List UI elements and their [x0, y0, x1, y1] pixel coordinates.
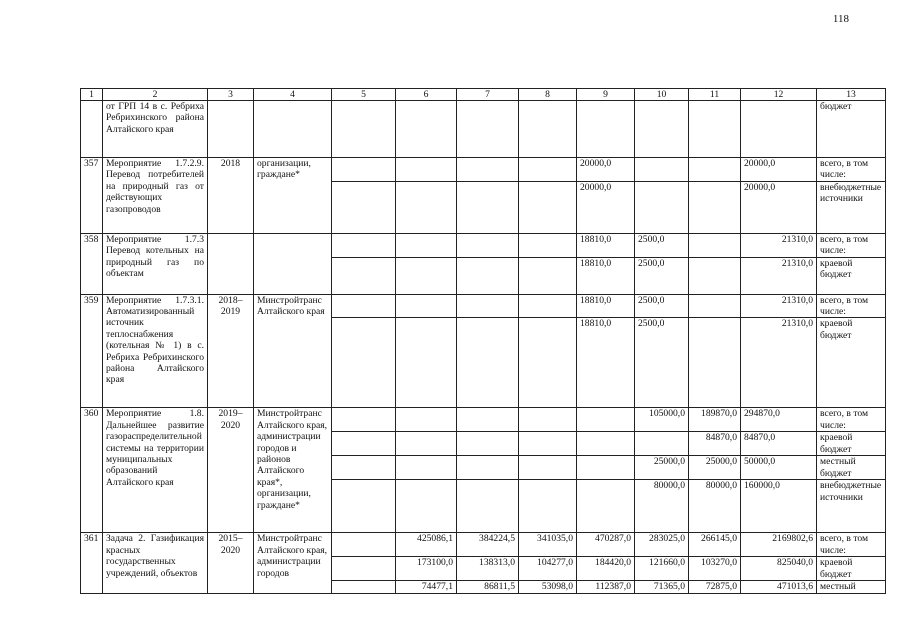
funding-source: краевой бюджет: [817, 557, 886, 581]
value-cell: 425086,1: [396, 533, 457, 557]
column-header: 4: [254, 89, 332, 101]
value-cell: 18810,0: [577, 233, 635, 257]
total-cell: 21310,0: [741, 233, 817, 257]
funding-source: всего, в том числе:: [817, 408, 886, 432]
value-cell: 104277,0: [519, 557, 577, 581]
column-header: 1: [81, 89, 103, 101]
value-cell: 121660,0: [635, 557, 689, 581]
value-cell: 2500,0: [635, 294, 689, 318]
column-header: 3: [208, 89, 254, 101]
table-row: [81, 101, 886, 158]
column-header: 12: [741, 89, 817, 101]
total-cell: 825040,0: [741, 557, 817, 581]
total-cell: 2169802,6: [741, 533, 817, 557]
value-cell: 74477,1: [396, 581, 457, 593]
value-cell: 112387,0: [577, 581, 635, 593]
table-row: [81, 294, 886, 318]
value-cell: 341035,0: [519, 533, 577, 557]
table-row: [81, 408, 886, 432]
row-number: 360: [81, 408, 103, 533]
funding-source: бюджет: [817, 101, 886, 158]
period: 2018–2019: [208, 294, 254, 408]
value-cell: 173100,0: [396, 557, 457, 581]
total-cell: 50000,0: [741, 456, 817, 480]
value-cell: 283025,0: [635, 533, 689, 557]
executor: Минстройтранс Алтайского края, администрации городов: [254, 533, 332, 593]
value-cell: 2500,0: [635, 257, 689, 294]
total-cell: 471013,6: [741, 581, 817, 593]
value-cell: 86811,5: [457, 581, 519, 593]
period: 2019–2020: [208, 408, 254, 533]
value-cell: 25000,0: [689, 456, 741, 480]
activity-name: Мероприятие 1.7.3.1. Автоматизированный источник теплоснабжения (котельная № 1) в с. Ребриха Ребрихинского района Алтайского края: [103, 294, 208, 408]
column-header: 6: [396, 89, 457, 101]
funding-source: краевой бюджет: [817, 432, 886, 456]
value-cell: 189870,0: [689, 408, 741, 432]
column-header-row: [81, 89, 886, 101]
budget-table: [80, 88, 886, 594]
value-cell: 20000,0: [577, 181, 635, 233]
column-header: 9: [577, 89, 635, 101]
value-cell: 138313,0: [457, 557, 519, 581]
total-cell: 294870,0: [741, 408, 817, 432]
executor: Минстройтранс Алтайского края: [254, 294, 332, 408]
activity-name: от ГРП 14 в с. Ребриха Ребрихинского района Алтайского края: [103, 101, 208, 158]
value-cell: 80000,0: [635, 480, 689, 533]
value-cell: 80000,0: [689, 480, 741, 533]
period: 2015–2020: [208, 533, 254, 593]
total-cell: 84870,0: [741, 432, 817, 456]
funding-source: всего, в том числе:: [817, 158, 886, 182]
value-cell: 18810,0: [577, 257, 635, 294]
value-cell: 2500,0: [635, 233, 689, 257]
value-cell: 103270,0: [689, 557, 741, 581]
value-cell: 184420,0: [577, 557, 635, 581]
funding-source: всего, в том числе:: [817, 294, 886, 318]
value-cell: 84870,0: [689, 432, 741, 456]
total-cell: 21310,0: [741, 318, 817, 408]
column-header: 11: [689, 89, 741, 101]
value-cell: 18810,0: [577, 318, 635, 408]
value-cell: 53098,0: [519, 581, 577, 593]
column-header: 5: [332, 89, 396, 101]
executor: Минстройтранс Алтайского края, администрации городов и районов Алтайского края*, организации, граждане*: [254, 408, 332, 533]
activity-name: Мероприятие 1.7.2.9. Перевод потребителей на природный газ от действующих газопроводов: [103, 158, 208, 234]
total-cell: 21310,0: [741, 257, 817, 294]
funding-source: всего, в том числе:: [817, 533, 886, 557]
activity-name: Мероприятие 1.8. Дальнейшее развитие газораспределительной системы на территории муниципальных образований Алтайского края: [103, 408, 208, 533]
funding-source: местный бюджет: [817, 456, 886, 480]
period: 2018: [208, 158, 254, 234]
column-header: 10: [635, 89, 689, 101]
funding-source: внебюджетные источники: [817, 480, 886, 533]
value-cell: 266145,0: [689, 533, 741, 557]
value-cell: 72875,0: [689, 581, 741, 593]
value-cell: 2500,0: [635, 318, 689, 408]
value-cell: 25000,0: [635, 456, 689, 480]
funding-source: краевой бюджет: [817, 318, 886, 408]
funding-source: внебюджетные источники: [817, 181, 886, 233]
value-cell: 384224,5: [457, 533, 519, 557]
column-header: 7: [457, 89, 519, 101]
funding-source: краевой бюджет: [817, 257, 886, 294]
value-cell: 20000,0: [577, 158, 635, 182]
funding-source: местный: [817, 581, 886, 593]
row-number: 359: [81, 294, 103, 408]
table-row: [81, 233, 886, 257]
value-cell: 18810,0: [577, 294, 635, 318]
total-cell: 160000,0: [741, 480, 817, 533]
table-row: [81, 158, 886, 182]
row-number: 358: [81, 233, 103, 294]
total-cell: 20000,0: [741, 181, 817, 233]
column-header: 2: [103, 89, 208, 101]
activity-name: Задача 2. Газификация красных государственных учреждений, объектов: [103, 533, 208, 593]
activity-name: Мероприятие 1.7.3 Перевод котельных на природный газ по объектам: [103, 233, 208, 294]
value-cell: 470287,0: [577, 533, 635, 557]
column-header: 8: [519, 89, 577, 101]
value-cell: 105000,0: [635, 408, 689, 432]
total-cell: 21310,0: [741, 294, 817, 318]
row-number: 357: [81, 158, 103, 234]
table-row: [81, 533, 886, 557]
row-number: 361: [81, 533, 103, 593]
column-header: 13: [817, 89, 886, 101]
executor: организации, граждане*: [254, 158, 332, 234]
funding-source: всего, в том числе:: [817, 233, 886, 257]
total-cell: 20000,0: [741, 158, 817, 182]
value-cell: 71365,0: [635, 581, 689, 593]
page-number: 118: [832, 13, 849, 25]
